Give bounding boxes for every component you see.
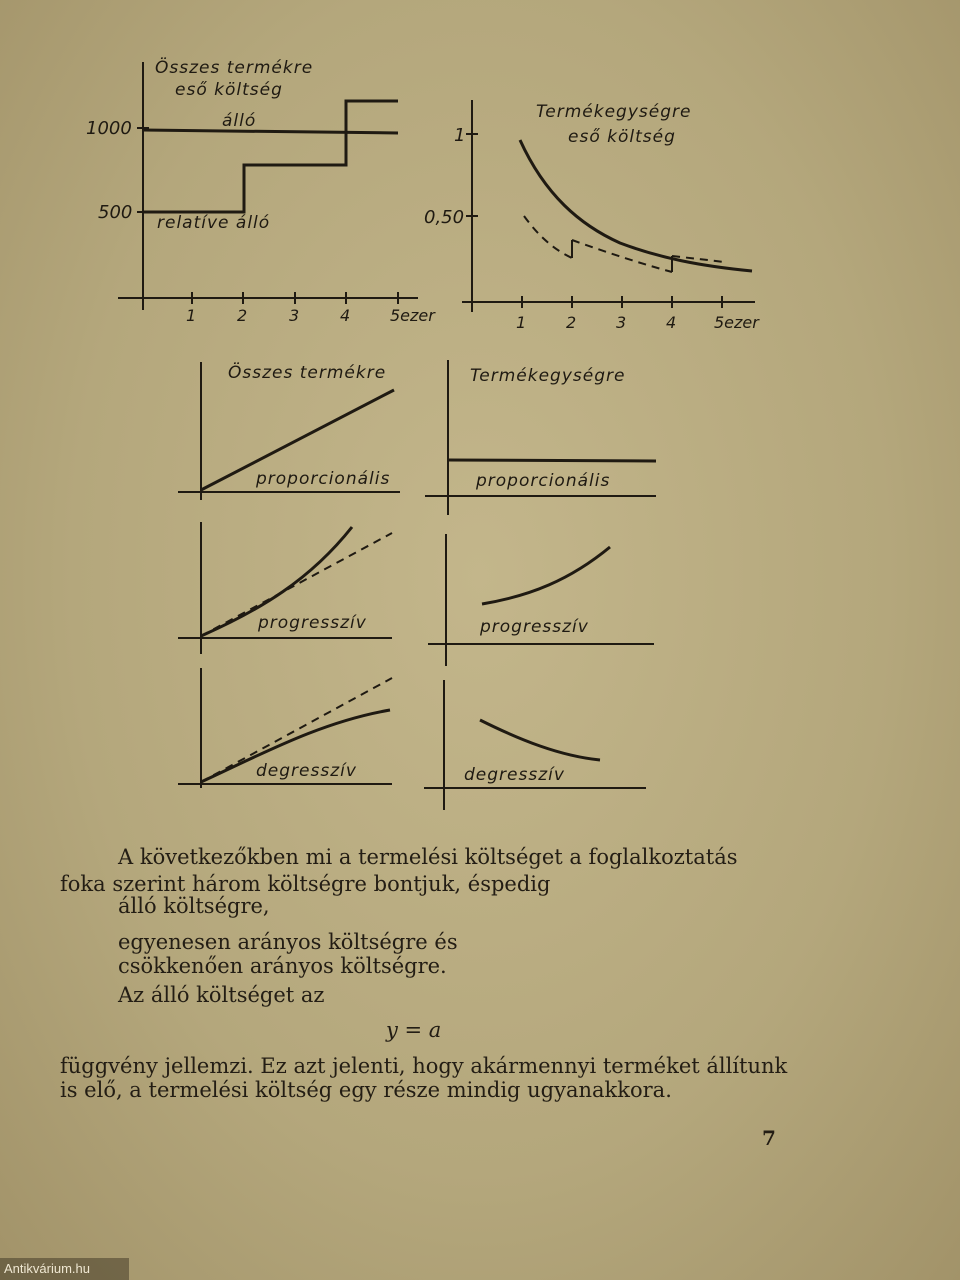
x-tick-label: 5ezer xyxy=(390,306,435,325)
grid-title-unit: Termékegységre xyxy=(470,366,626,386)
relatively-fixed-step-line xyxy=(143,101,398,212)
x-tick-label: 3 xyxy=(289,306,300,325)
y-tick-label: 1 xyxy=(454,125,466,146)
x-tick-label: 3 xyxy=(616,313,627,332)
grid-title-total: Összes termékre xyxy=(228,363,387,383)
line-label-relative: relatíve álló xyxy=(157,213,271,233)
y-tick-label: 0,50 xyxy=(424,207,465,228)
y-tick-label: 500 xyxy=(98,202,133,223)
curve-label: proporcionális xyxy=(476,471,611,491)
graph-progressive-unit xyxy=(428,534,654,666)
fixed-cost-line xyxy=(143,130,398,133)
curve-label: degresszív xyxy=(464,765,565,785)
list-item: egyenesen arányos költségre és xyxy=(118,930,458,954)
curve-label: proporcionális xyxy=(256,469,391,489)
graph-degressive-unit xyxy=(424,680,646,810)
graph-title-line2: eső költség xyxy=(175,80,283,100)
graph-degressive-total xyxy=(178,668,392,788)
relatively-fixed-unit-cost-segment xyxy=(524,216,572,258)
graph-unit-cost xyxy=(424,100,760,332)
x-tick-label: 1 xyxy=(186,306,197,325)
rising-unit-curve xyxy=(482,547,610,604)
x-tick-label: 2 xyxy=(237,306,248,325)
line-label-fixed: álló xyxy=(222,111,257,131)
graph-title-line1: Összes termékre xyxy=(155,58,314,78)
list-item: csökkenően arányos költségre. xyxy=(118,954,447,978)
paragraph-line: függvény jellemzi. Ez azt jelenti, hogy akármennyi terméket állítunk xyxy=(60,1054,788,1078)
page-number: 7 xyxy=(762,1126,776,1150)
list-item: álló költségre, xyxy=(118,894,270,918)
x-tick-label: 4 xyxy=(340,306,351,325)
curve-label: degresszív xyxy=(256,761,357,781)
fixed-unit-cost-curve xyxy=(520,140,752,271)
x-tick-label: 5ezer xyxy=(714,313,759,332)
paragraph-line: foka szerint három költségre bontjuk, éspedig xyxy=(60,872,551,896)
falling-unit-curve xyxy=(480,720,600,760)
curve-label: progresszív xyxy=(258,613,367,633)
paragraph-line: Az álló költséget az xyxy=(118,983,325,1007)
graph-total-cost xyxy=(86,56,436,325)
constant-unit-line xyxy=(448,460,656,461)
paragraph-line: A következőkben mi a termelési költséget a foglalkoztatás xyxy=(118,845,738,869)
graph-title-line1: Termékegységre xyxy=(536,102,692,122)
graph-progressive-total xyxy=(178,522,392,654)
x-tick-label: 1 xyxy=(516,313,527,332)
watermark: Antikvárium.hu xyxy=(0,1258,129,1280)
x-tick-label: 4 xyxy=(666,313,677,332)
y-tick-label: 1000 xyxy=(86,118,132,139)
equation: y = a xyxy=(386,1018,442,1042)
graph-title-line2: eső költség xyxy=(568,127,676,147)
curve-label: progresszív xyxy=(480,617,589,637)
paragraph-line: is elő, a termelési költség egy része mindig ugyanakkora. xyxy=(60,1078,672,1102)
x-tick-label: 2 xyxy=(566,313,577,332)
